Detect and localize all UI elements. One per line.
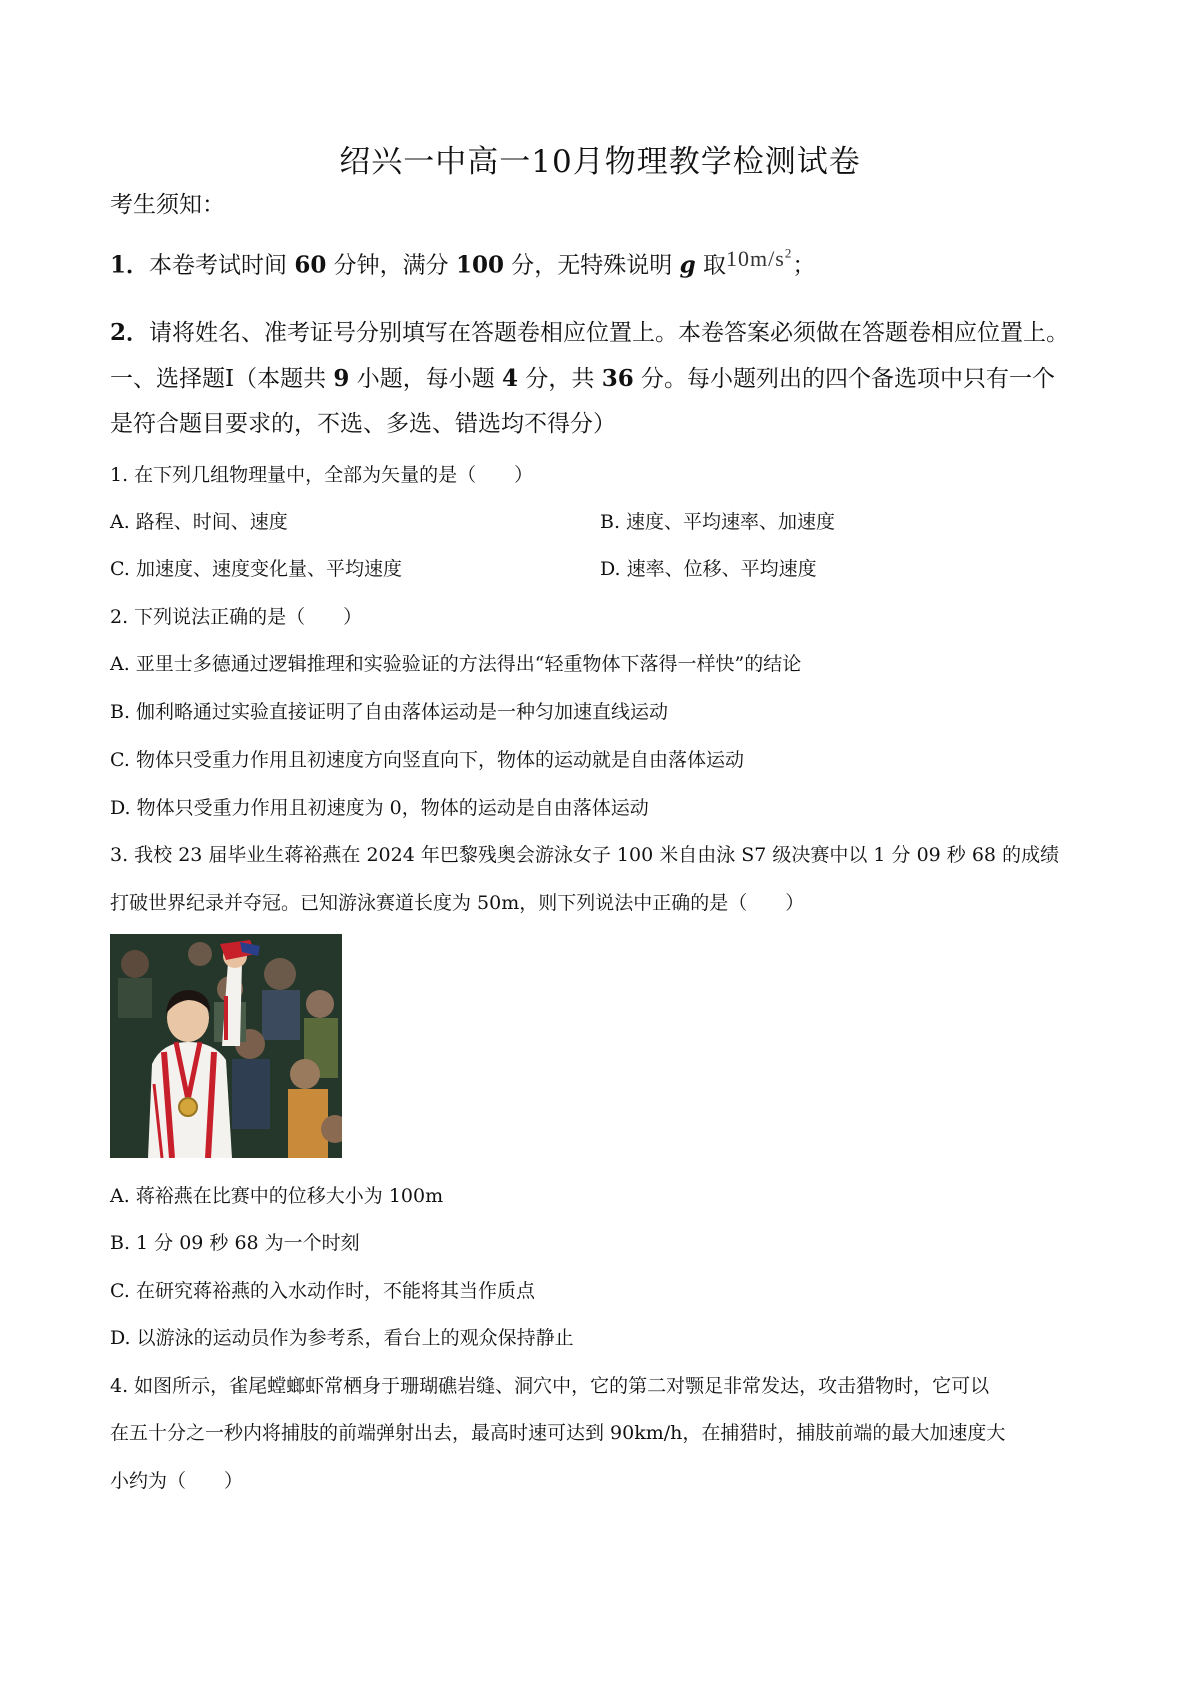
question-1-option-a: A. 路程、时间、速度 [110,511,288,533]
question-3-stem-line-2: 打破世界纪录并夺冠。已知游泳赛道长度为 50m，则下列说法中正确的是（ ） [110,892,805,914]
question-3-option-a: A. 蒋裕燕在比赛中的位移大小为 100m [110,1185,444,1207]
notice-item-2-text: 请将姓名、准考证号分别填写在答题卷相应位置上。本卷答案必须做在答题卷相应位置上。 [149,320,1070,346]
question-3-option-b: B. 1 分 09 秒 68 为一个时刻 [110,1232,360,1254]
notice-item-2 [110,316,1069,350]
notice-item-1-number: 1． [110,251,150,279]
question-3-stem-line-1: 3. 我校 23 届毕业生蒋裕燕在 2024 年巴黎残奥会游泳女子 100 米自由泳 S7 级决赛中以 1 分 09 秒 68 的成绩 [110,844,1060,866]
full-score: 100 [455,251,504,279]
notice-heading: 考生须知： [110,192,225,218]
section-text: 分。每小题列出的四个备选项中只有一个 [633,366,1056,392]
points-each: 4 [502,365,519,392]
question-1-stem: 1. 在下列几组物理量中，全部为矢量的是（ ） [110,464,534,486]
question-1-option-b: B. 速度、平均速率、加速度 [600,511,836,533]
question-4-stem-line-2: 在五十分之一秒内将捕肢的前端弹射出去，最高时速可达到 90km/h，在捕猎时，捕肢前端的最大加速度大 [110,1422,1006,1444]
notice-text: ； [792,252,816,279]
question-1-option-d: D. 速率、位移、平均速度 [600,558,817,580]
section-text: 小题，每小题 [349,366,503,392]
question-2-option-d: D. 物体只受重力作用且初速度为 0，物体的运动是自由落体运动 [110,797,649,819]
notice-text: 分，无特殊说明 [503,252,680,279]
gravity-value [726,246,792,271]
points-total: 36 [601,365,634,392]
question-2-option-b: B. 伽利略通过实验直接证明了自由落体运动是一种匀加速直线运动 [110,701,669,723]
section-text: 一、选择题Ⅰ（本题共 [110,366,334,392]
swimmer-photo [110,934,342,1158]
exam-duration: 60 [294,251,327,279]
question-2-option-a: A. 亚里士多德通过逻辑推理和实验验证的方法得出“轻重物体下落得一样快”的结论 [110,653,802,675]
question-2-option-c: C. 物体只受重力作用且初速度方向竖直向下，物体的运动就是自由落体运动 [110,749,744,771]
question-1-option-c: C. 加速度、速度变化量、平均速度 [110,558,402,580]
question-3-option-c: C. 在研究蒋裕燕的入水动作时，不能将其当作质点 [110,1280,535,1302]
notice-text: 本卷考试时间 [149,252,295,279]
question-2-stem: 2. 下列说法正确的是（ ） [110,606,363,628]
question-4-stem-line-3: 小约为（ ） [110,1470,244,1492]
gravity-symbol: g [679,251,696,279]
section-1-heading-line-2: 是符合题目要求的，不选、多选、错选均不得分） [110,411,616,437]
question-3-option-d: D. 以游泳的运动员作为参考系，看台上的观众保持静止 [110,1327,574,1349]
exam-title: 绍兴一中高一10月物理教学检测试卷 [339,144,861,180]
notice-item-2-number: 2． [110,319,150,346]
notice-item-1 [110,243,815,282]
section-text: 分，共 [518,366,602,392]
notice-text: 取 [695,252,727,279]
question-count: 9 [333,365,350,392]
swimmer-photo-illustration [110,934,342,1158]
gravity-unit: 10m/s [726,246,785,272]
gravity-exponent: 2 [784,246,793,261]
question-4-stem-line-1: 4. 如图所示，雀尾螳螂虾常栖身于珊瑚礁岩缝、洞穴中，它的第二对颚足非常发达，攻击猎物时，它可以 [110,1375,990,1397]
notice-text: 分钟，满分 [326,252,456,279]
section-1-heading [110,362,1055,396]
